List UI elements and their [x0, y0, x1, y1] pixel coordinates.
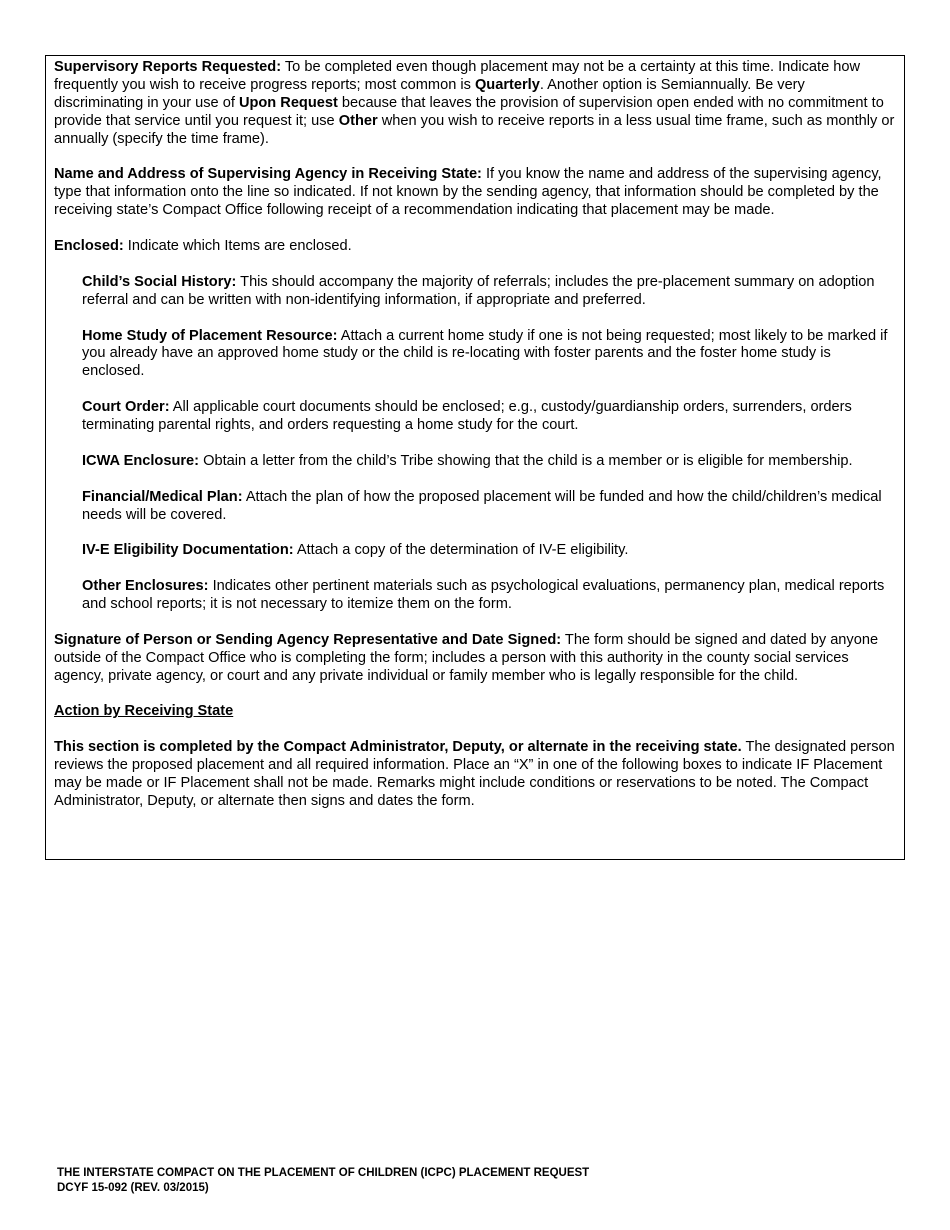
signature-paragraph: [54, 632, 896, 686]
action-heading-paragraph: [54, 703, 896, 721]
enclosure-title: Other Enclosures:: [82, 578, 209, 595]
supervisory-reports-title: Supervisory Reports Requested:: [54, 59, 282, 75]
instructions-box: [45, 55, 905, 860]
footer-form-number: DCYF 15-092 (REV. 03/2015): [57, 1182, 209, 1194]
enclosure-other: [82, 578, 896, 614]
enclosed-paragraph: [54, 238, 896, 256]
enclosure-court-order: [82, 399, 896, 435]
supervisory-reports-text-4: when you wish to receive reports in a less usual time frame, such as monthly or annually (specify the time frame).: [54, 112, 895, 147]
enclosure-text: Attach a copy of the determination of IV-E eligibility.: [293, 542, 629, 559]
enclosed-title: Enclosed:: [54, 238, 124, 255]
supervising-agency-text: If you know the name and address of the supervising agency, type that information onto the line so indicated. If not known by the sending agency, that information should be completed by the receiving state’s Compact Office following receipt of a recommendation indicating that placement may be made.: [54, 166, 882, 219]
other-term: Other: [338, 112, 378, 129]
enclosure-text: Indicates other pertinent materials such as psychological evaluations, permanency plan, medical reports and school reports; it is not necessary to itemize them on the form.: [82, 578, 885, 613]
action-by-receiving-state-heading: Action by Receiving State: [54, 703, 234, 720]
signature-title: Signature of Person or Sending Agency Representative and Date Signed:: [54, 631, 562, 648]
enclosure-childs-social-history: [82, 274, 896, 310]
enclosure-title: Home Study of Placement Resource:: [82, 327, 338, 344]
enclosure-title: ICWA Enclosure:: [82, 452, 200, 469]
action-title: This section is completed by the Compact Administrator, Deputy, or alternate in the receiving state.: [54, 739, 742, 756]
action-text: The designated person reviews the proposed placement and all required information. Place an “X” in one of the following boxes to indicate IF Placement may be made or IF Placement shall not be made. Remarks might include conditions or reservations to be noted. The Compact Administrator, Deputy, or alternate then signs and dates the form.: [54, 739, 895, 809]
signature-text: The form should be signed and dated by anyone outside of the Compact Office who is completing the form; includes a person with this authority in the county social services agency, private agency, or court and any private individual or family member who is legally responsible for the child.: [54, 631, 879, 684]
enclosure-financial-medical-plan: [82, 489, 896, 525]
supervisory-reports-text-2: . Another option is Semiannually. Be very discriminating in your use of: [54, 76, 805, 111]
enclosed-text: Indicate which Items are enclosed.: [123, 238, 352, 255]
supervisory-reports-text-1: To be completed even though placement may not be a certainty at this time. Indicate how frequently you wish to receive progress reports; most common is: [54, 59, 861, 93]
supervisory-reports-text-3: because that leaves the provision of supervision open ended with no commitment to provide that service until you request it; use: [54, 94, 884, 129]
supervising-agency-paragraph: [54, 166, 896, 220]
enclosure-title: Child’s Social History:: [82, 273, 237, 290]
enclosure-text: Obtain a letter from the child’s Tribe showing that the child is a member or is eligible for membership.: [199, 452, 853, 469]
enclosure-iv-e-eligibility: [82, 542, 896, 560]
quarterly-term: Quarterly: [474, 76, 540, 93]
enclosure-text: Attach the plan of how the proposed placement will be funded and how the child/children’s medical needs will be covered.: [82, 488, 882, 523]
enclosure-home-study: [82, 328, 896, 382]
supervisory-reports-paragraph: [54, 59, 896, 149]
enclosure-text: All applicable court documents should be enclosed; e.g., custody/guardianship orders, surrenders, orders terminating parental rights, and orders requesting a home study for the court.: [82, 399, 852, 434]
enclosure-text: Attach a current home study if one is not being requested; most likely to be marked if you already have an approved home study or the child is re-locating with foster parents and the foster home study is enclosed.: [82, 327, 888, 380]
enclosure-title: Financial/Medical Plan:: [82, 488, 243, 505]
supervising-agency-title: Name and Address of Supervising Agency in Receiving State:: [54, 166, 482, 183]
footer-form-title: THE INTERSTATE COMPACT ON THE PLACEMENT OF CHILDREN (ICPC) PLACEMENT REQUEST: [57, 1167, 590, 1179]
action-paragraph: [54, 739, 896, 811]
enclosure-text: This should accompany the majority of referrals; includes the pre-placement summary on adoption referral and can be written with non-identifying information, if appropriate and preferred.: [82, 273, 875, 308]
enclosure-title: IV-E Eligibility Documentation:: [82, 542, 294, 559]
form-footer: [57, 1166, 589, 1196]
enclosure-icwa: [82, 453, 896, 471]
enclosure-title: Court Order:: [82, 399, 170, 416]
upon-request-term: Upon Request: [238, 94, 338, 111]
